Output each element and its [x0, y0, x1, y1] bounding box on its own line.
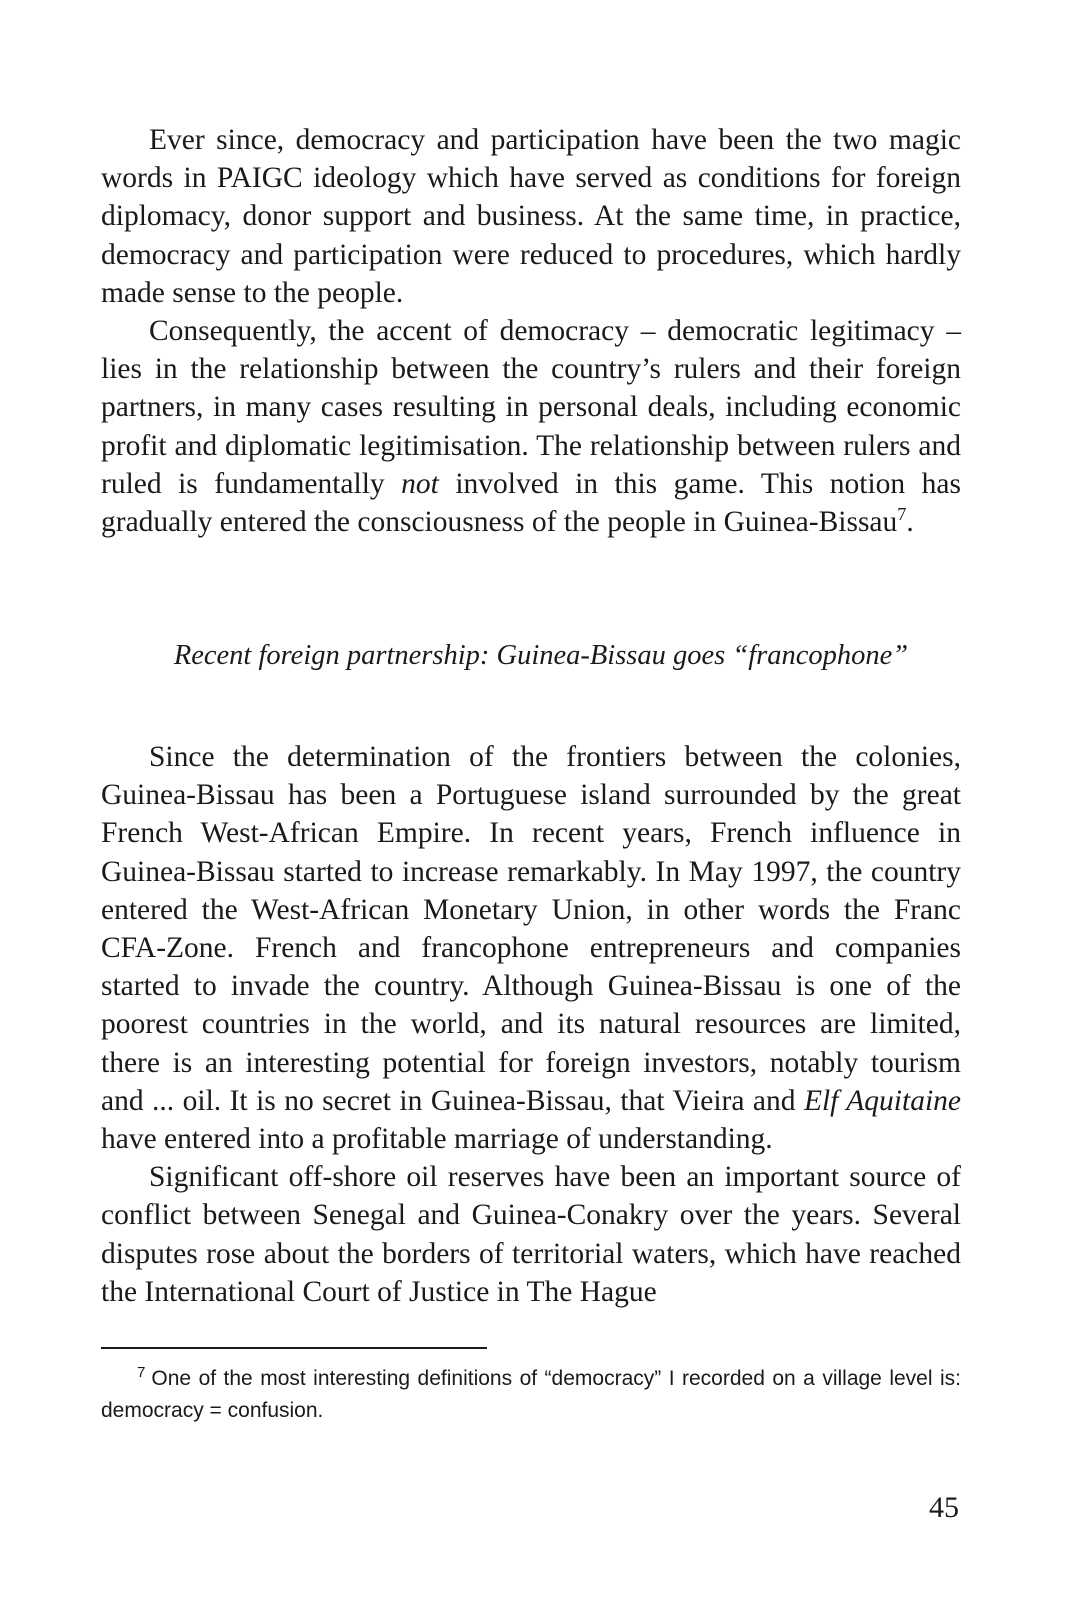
footnote-reference: 7 [897, 504, 907, 525]
body-text-top [101, 121, 961, 541]
page-number: 45 [929, 1491, 959, 1524]
paragraph-2-emphasis: not [401, 467, 439, 500]
footnote [101, 1363, 961, 1427]
paragraph-2 [101, 312, 961, 541]
paragraph-1-text: Ever since, democracy and participation have been the two magic words in PAIGC ideology which have served as conditions for foreign diplomacy, donor support and business. At the same time, in practice, democracy and participation were reduced to procedures, which hardly made sense to the people. [101, 124, 961, 309]
paragraph-3 [101, 738, 961, 1158]
paragraph-3-emphasis: Elf Aquitaine [803, 1084, 961, 1117]
paragraph-3-text-a: Since the determination of the frontiers between the colonies, Guinea-Bissau has been a Portuguese island surrounded by the great French West-African Empire. In recent years, French influence in Guinea-Bissau started to increase remarkably. In May 1997, the country entered the West-African Monetary Union, in other words the Franc CFA-Zone. French and francophone entrepreneurs and companies started to invade the country. Although Guinea-Bissau is one of the poorest countries in the world, and its natural resources are limited, there is an interesting potential for foreign investors, notably tourism and ... oil. It is no secret in Guinea-Bissau, that Vieira and [101, 741, 961, 1117]
body-text-bottom [101, 738, 961, 1311]
paragraph-3-text-b: have entered into a profitable marriage of understanding. [101, 1123, 773, 1156]
paragraph-4 [101, 1158, 961, 1311]
paragraph-2-text-b: involved in this game. This notion has gradually entered the consciousness of the people in Guinea-Bissau [101, 467, 961, 539]
paragraph-2-text-a: Consequently, the accent of democracy – democratic legitimacy – lies in the relationship between the country’s rulers and their foreign partners, in many cases resulting in personal deals, including economic profit and diplomatic legitimisation. The relationship between rulers and ruled is fundamentally [101, 315, 961, 500]
footnote-text: One of the most interesting definitions of “democracy” I recorded on a village level is: democracy = confusion. [101, 1367, 961, 1422]
paragraph-4-text: Significant off-shore oil reserves have been an important source of conflict between Senegal and Guinea-Conakry over the years. Several disputes rose about the borders of territorial waters, which have reached the International Court of Justice in The Hague [101, 1161, 961, 1308]
footnote-marker: 7 [137, 1364, 146, 1381]
paragraph-2-text-c: . [906, 506, 914, 539]
section-heading: Recent foreign partnership: Guinea-Bissau goes “francophone” [173, 640, 909, 671]
footnote-divider [101, 1347, 487, 1349]
paragraph-1 [101, 121, 961, 312]
